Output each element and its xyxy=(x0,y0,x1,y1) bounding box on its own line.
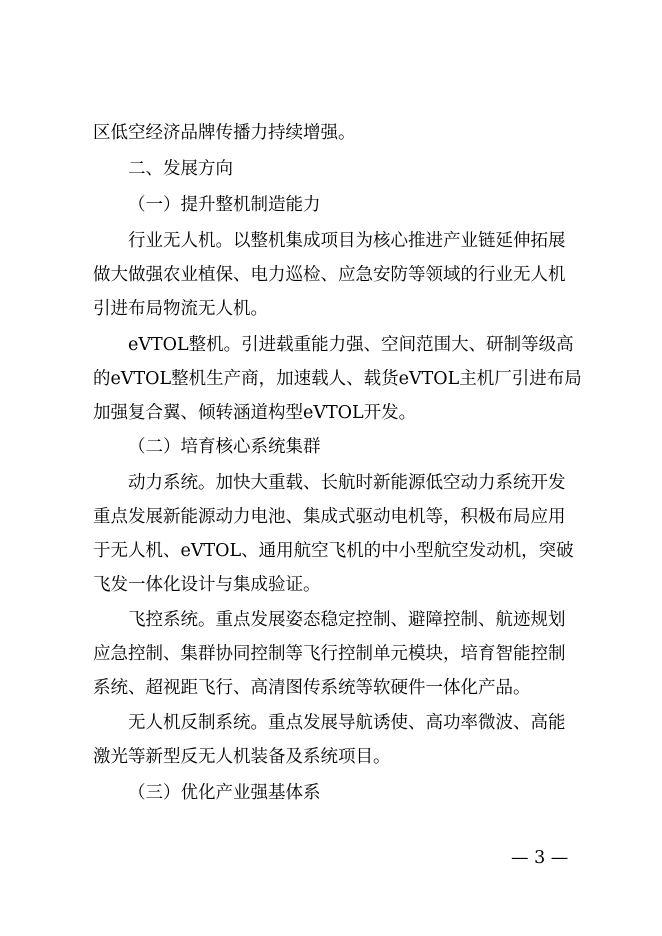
text-line: 于无人机、eVTOL、通用航空飞机的中小型航空发动机，突破 xyxy=(93,541,574,561)
text-line: 重点发展新能源动力电池、集成式驱动电机等，积极布局应用 xyxy=(93,507,566,527)
subsection-heading: （三）优化产业强基体系 xyxy=(128,783,321,803)
text-line: 引进布局物流无人机。 xyxy=(93,299,268,319)
text-line: eVTOL整机。引进载重能力强、空间范围大、研制等级高 xyxy=(128,335,574,355)
text-line: 动力系统。加快大重载、长航时新能源低空动力系统开发 xyxy=(128,473,566,493)
text-line: 的eVTOL整机生产商，加速载人、载货eVTOL主机厂引进布局 xyxy=(93,369,582,389)
page-number: — 3 — xyxy=(511,848,569,868)
text-line: 系统、超视距飞行、高清图传系统等软硬件一体化产品。 xyxy=(93,678,531,698)
text-line: 无人机反制系统。重点发展导航诱使、高功率微波、高能 xyxy=(128,713,566,733)
text-line: 加强复合翼、倾转涵道构型eVTOL开发。 xyxy=(93,403,417,423)
section-heading: 二、发展方向 xyxy=(128,159,233,179)
text-line: 应急控制、集群协同控制等飞行控制单元模块，培育智能控制 xyxy=(93,644,566,664)
text-line: 区低空经济品牌传播力持续增强。 xyxy=(93,123,356,143)
text-line: 飞发一体化设计与集成验证。 xyxy=(93,575,321,595)
text-line: 做大做强农业植保、电力巡检、应急安防等领域的行业无人机 xyxy=(93,265,566,285)
text-line: 行业无人机。以整机集成项目为核心推进产业链延伸拓展 xyxy=(128,231,566,251)
text-line: 激光等新型反无人机装备及系统项目。 xyxy=(93,747,391,767)
text-line: 飞控系统。重点发展姿态稳定控制、避障控制、航迹规划 xyxy=(128,610,566,630)
subsection-heading: （一）提升整机制造能力 xyxy=(128,195,321,215)
subsection-heading: （二）培育核心系统集群 xyxy=(128,437,321,457)
